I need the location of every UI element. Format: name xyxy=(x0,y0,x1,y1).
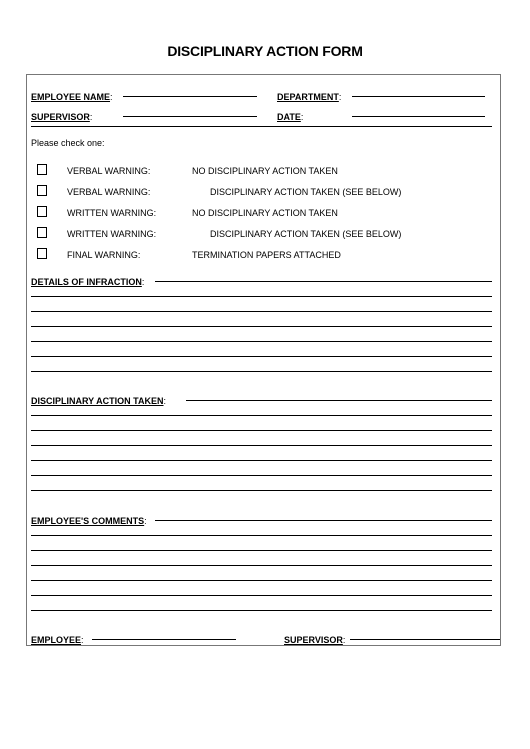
form-title: DISCIPLINARY ACTION FORM xyxy=(167,43,363,59)
department-label: DEPARTMENT: xyxy=(277,92,342,102)
option-action: NO DISCIPLINARY ACTION TAKEN xyxy=(192,166,338,176)
option-action: DISCIPLINARY ACTION TAKEN (SEE BELOW) xyxy=(210,187,402,197)
action-taken-field[interactable] xyxy=(186,400,492,401)
comments-line[interactable] xyxy=(31,610,492,611)
supervisor-signature-field[interactable] xyxy=(350,639,500,640)
comments-field[interactable] xyxy=(155,520,492,521)
employee-signature-label: EMPLOYEE: xyxy=(31,635,84,645)
comments-line[interactable] xyxy=(31,550,492,551)
details-line[interactable] xyxy=(31,296,492,297)
details-line[interactable] xyxy=(31,341,492,342)
comments-line[interactable] xyxy=(31,595,492,596)
option-warning: WRITTEN WARNING: xyxy=(67,208,157,218)
employee-name-field[interactable] xyxy=(123,96,257,97)
supervisor-field[interactable] xyxy=(123,116,257,117)
option-checkbox[interactable] xyxy=(37,227,47,238)
supervisor-label: SUPERVISOR: xyxy=(31,112,93,122)
details-line[interactable] xyxy=(31,356,492,357)
action-taken-line[interactable] xyxy=(31,460,492,461)
comments-line[interactable] xyxy=(31,565,492,566)
option-checkbox[interactable] xyxy=(37,185,47,196)
comments-line[interactable] xyxy=(31,535,492,536)
employee-name-label: EMPLOYEE NAME: xyxy=(31,92,113,102)
comments-line[interactable] xyxy=(31,580,492,581)
comments-label: EMPLOYEE'S COMMENTS: xyxy=(31,516,147,526)
action-taken-label: DISCIPLINARY ACTION TAKEN: xyxy=(31,396,167,406)
action-taken-line[interactable] xyxy=(31,430,492,431)
action-taken-line[interactable] xyxy=(31,415,492,416)
option-warning: VERBAL WARNING: xyxy=(67,187,151,197)
details-field[interactable] xyxy=(155,281,492,282)
option-warning: WRITTEN WARNING: xyxy=(67,229,157,239)
employee-signature-field[interactable] xyxy=(92,639,236,640)
instruction-text: Please check one: xyxy=(31,138,105,148)
option-action: TERMINATION PAPERS ATTACHED xyxy=(192,250,341,260)
department-field[interactable] xyxy=(352,96,485,97)
details-line[interactable] xyxy=(31,311,492,312)
action-taken-line[interactable] xyxy=(31,475,492,476)
option-action: DISCIPLINARY ACTION TAKEN (SEE BELOW) xyxy=(210,229,402,239)
option-checkbox[interactable] xyxy=(37,248,47,259)
action-taken-line[interactable] xyxy=(31,490,492,491)
details-line[interactable] xyxy=(31,326,492,327)
option-warning: FINAL WARNING: xyxy=(67,250,141,260)
option-checkbox[interactable] xyxy=(37,206,47,217)
supervisor-signature-label: SUPERVISOR: xyxy=(284,635,346,645)
details-line[interactable] xyxy=(31,371,492,372)
form-frame xyxy=(26,74,501,646)
date-field[interactable] xyxy=(352,116,485,117)
option-checkbox[interactable] xyxy=(37,164,47,175)
header-divider xyxy=(31,126,492,127)
option-action: NO DISCIPLINARY ACTION TAKEN xyxy=(192,208,338,218)
action-taken-line[interactable] xyxy=(31,445,492,446)
details-label: DETAILS OF INFRACTION: xyxy=(31,277,145,287)
option-warning: VERBAL WARNING: xyxy=(67,166,151,176)
date-label: DATE: xyxy=(277,112,304,122)
